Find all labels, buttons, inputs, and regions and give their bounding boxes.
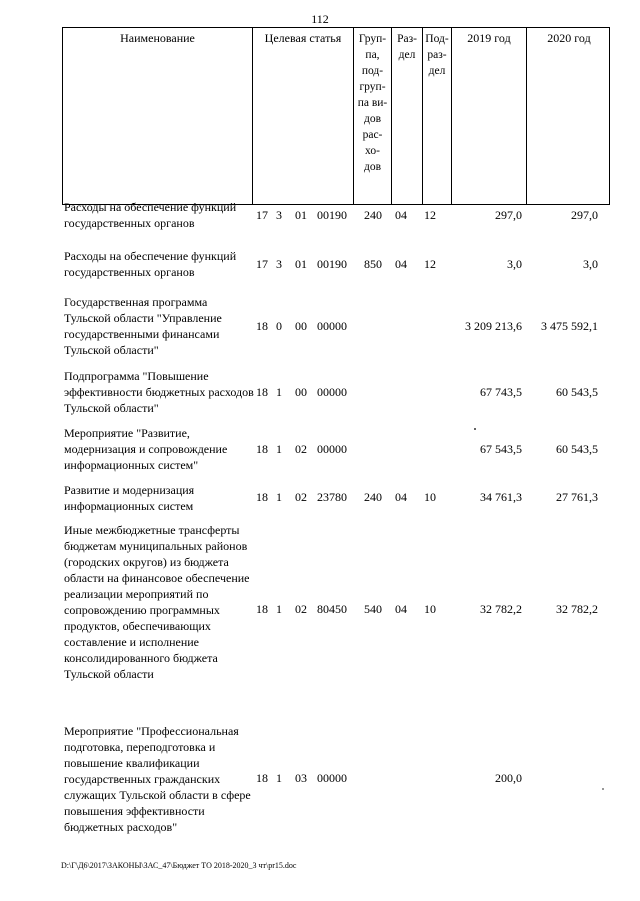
code-part-1: 18 xyxy=(256,385,268,399)
value-2019: 67 743,5 xyxy=(480,385,522,399)
code-part-1: 17 xyxy=(256,257,268,271)
code-part-4: 80450 xyxy=(317,602,347,616)
value-2019: 200,0 xyxy=(495,771,522,785)
column-divider xyxy=(451,28,452,204)
header-name: Наименование xyxy=(120,31,195,45)
section-code: 04 xyxy=(395,490,407,504)
code-part-3: 00 xyxy=(295,319,307,333)
value-2020: 3 475 592,1 xyxy=(541,319,598,333)
row-name: Мероприятие "Развитие, модернизация и сопровождение информационных систем" xyxy=(64,426,228,472)
header-target: Целевая статья xyxy=(264,31,342,45)
header-2019: 2019 год xyxy=(467,31,511,45)
code-part-2: 0 xyxy=(276,319,282,333)
code-part-4: 00190 xyxy=(317,257,347,271)
code-part-1: 18 xyxy=(256,319,268,333)
code-part-4: 00000 xyxy=(317,442,347,456)
group-code: 850 xyxy=(364,257,382,271)
code-part-3: 02 xyxy=(295,602,307,616)
table-header xyxy=(62,27,610,205)
row-name: Иные межбюджетные трансферты бюджетам муниципальных районов (городских округов) из бюджета области на финансовое обеспечение реализации мероприятий по сопровождению программных продуктов, обеспечивающих составление и исполнение консолидированного бюджета Тульской области xyxy=(64,523,250,681)
value-2020: 27 761,3 xyxy=(556,490,598,504)
code-part-2: 3 xyxy=(276,257,282,271)
code-part-1: 18 xyxy=(256,442,268,456)
scan-speck xyxy=(474,428,476,430)
subsection-code: 10 xyxy=(424,602,436,616)
column-divider xyxy=(252,28,253,204)
code-part-2: 3 xyxy=(276,208,282,222)
value-2019: 32 782,2 xyxy=(480,602,522,616)
code-part-2: 1 xyxy=(276,490,282,504)
subsection-code: 12 xyxy=(424,257,436,271)
code-part-1: 18 xyxy=(256,602,268,616)
code-part-1: 17 xyxy=(256,208,268,222)
row-name: Мероприятие "Профессиональная подготовка, переподготовка и повышение квалификации государственных гражданских служащих Тульской области в сфере повышения эффективности бюджетных расходов" xyxy=(64,724,251,834)
section-code: 04 xyxy=(395,602,407,616)
file-path-footer: D:\Г\Д6\2017\ЗАКОНЫ\ЗАС_47\Бюджет ТО 2018-2020_3 чт\pr15.doc xyxy=(61,861,297,870)
code-part-2: 1 xyxy=(276,602,282,616)
code-part-4: 00190 xyxy=(317,208,347,222)
value-2019: 67 543,5 xyxy=(480,442,522,456)
value-2019: 34 761,3 xyxy=(480,490,522,504)
value-2020: 60 543,5 xyxy=(556,385,598,399)
code-part-4: 00000 xyxy=(317,319,347,333)
code-part-1: 18 xyxy=(256,771,268,785)
section-code: 04 xyxy=(395,208,407,222)
code-part-1: 18 xyxy=(256,490,268,504)
header-group: Груп- па, под- груп- па ви- дов рас- хо- дов xyxy=(357,33,388,173)
code-part-3: 01 xyxy=(295,208,307,222)
subsection-code: 10 xyxy=(424,490,436,504)
scan-speck xyxy=(602,788,604,790)
code-part-3: 02 xyxy=(295,490,307,504)
subsection-code: 12 xyxy=(424,208,436,222)
code-part-3: 03 xyxy=(295,771,307,785)
code-part-3: 00 xyxy=(295,385,307,399)
section-code: 04 xyxy=(395,257,407,271)
value-2020: 3,0 xyxy=(583,257,598,271)
code-part-2: 1 xyxy=(276,771,282,785)
page-number: 112 xyxy=(311,12,329,26)
value-2019: 3 209 213,6 xyxy=(465,319,522,333)
row-name: Расходы на обеспечение функций государственных органов xyxy=(64,249,237,279)
code-part-2: 1 xyxy=(276,385,282,399)
group-code: 240 xyxy=(364,208,382,222)
value-2020: 32 782,2 xyxy=(556,602,598,616)
column-divider xyxy=(526,28,527,204)
row-name: Расходы на обеспечение функций государственных органов xyxy=(64,200,237,230)
value-2019: 3,0 xyxy=(507,257,522,271)
code-part-4: 23780 xyxy=(317,490,347,504)
code-part-3: 02 xyxy=(295,442,307,456)
group-code: 540 xyxy=(364,602,382,616)
header-subsection: Под- раз- дел xyxy=(425,33,449,77)
group-code: 240 xyxy=(364,490,382,504)
code-part-4: 00000 xyxy=(317,771,347,785)
code-part-2: 1 xyxy=(276,442,282,456)
header-section: Раз- дел xyxy=(397,33,417,61)
row-name: Государственная программа Тульской области "Управление государственными финансами Тульской области" xyxy=(64,295,222,357)
value-2020: 60 543,5 xyxy=(556,442,598,456)
header-2020: 2020 год xyxy=(547,31,591,45)
code-part-3: 01 xyxy=(295,257,307,271)
row-name: Развитие и модернизация информационных систем xyxy=(64,483,195,513)
value-2020: 297,0 xyxy=(571,208,598,222)
code-part-4: 00000 xyxy=(317,385,347,399)
row-name: Подпрограмма "Повышение эффективности бюджетных расходов Тульской области" xyxy=(64,369,254,415)
value-2019: 297,0 xyxy=(495,208,522,222)
